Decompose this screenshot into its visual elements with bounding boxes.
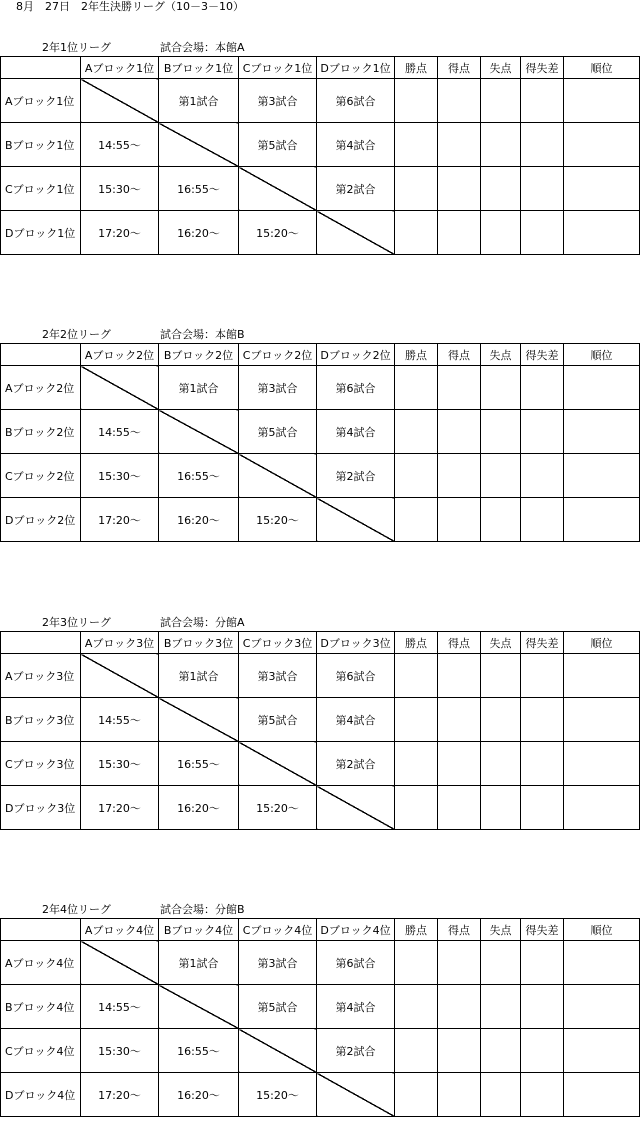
table-cell — [521, 1029, 564, 1073]
table-cell — [521, 498, 564, 542]
table-cell: 第1試合 — [159, 366, 239, 410]
table-cell: 第4試合 — [317, 985, 395, 1029]
column-header: 失点 — [481, 344, 521, 366]
league-venue: 試合会場：分館B — [160, 903, 245, 916]
row-label: Cブロック3位 — [1, 742, 81, 786]
row-label: Aブロック1位 — [1, 79, 81, 123]
table-row — [1, 985, 640, 1029]
league-block — [0, 327, 640, 542]
table-cell — [521, 742, 564, 786]
table-cell — [395, 698, 438, 742]
table-cell: 第4試合 — [317, 698, 395, 742]
table-cell — [481, 211, 521, 255]
table-cell — [395, 410, 438, 454]
self-match-cell — [159, 410, 239, 454]
league-block — [0, 902, 640, 1117]
league-venue: 試合会場：本館B — [160, 328, 245, 341]
table-cell: 17:20～ — [81, 786, 159, 830]
table-cell — [564, 366, 640, 410]
column-header: 得失差 — [521, 344, 564, 366]
column-header: 得点 — [438, 919, 481, 941]
table-cell: 第3試合 — [239, 366, 317, 410]
table-cell — [438, 1073, 481, 1117]
row-label: Dブロック1位 — [1, 211, 81, 255]
table-cell — [438, 742, 481, 786]
table-cell — [564, 79, 640, 123]
self-match-cell — [239, 1029, 317, 1073]
column-header: Bブロック4位 — [159, 919, 239, 941]
column-header: Cブロック4位 — [239, 919, 317, 941]
table-row — [1, 454, 640, 498]
table-cell — [481, 454, 521, 498]
table-cell: 15:30～ — [81, 454, 159, 498]
table-cell — [438, 454, 481, 498]
row-label: Aブロック2位 — [1, 366, 81, 410]
table-cell — [438, 698, 481, 742]
self-match-cell — [81, 654, 159, 698]
table-cell: 第5試合 — [239, 123, 317, 167]
self-match-cell — [159, 985, 239, 1029]
table-cell — [564, 698, 640, 742]
league-table — [0, 918, 640, 1117]
league-caption — [0, 40, 640, 56]
table-cell — [481, 1073, 521, 1117]
self-match-cell — [317, 786, 395, 830]
table-cell: 第4試合 — [317, 123, 395, 167]
table-cell: 第4試合 — [317, 410, 395, 454]
self-match-cell — [159, 123, 239, 167]
row-label: Dブロック3位 — [1, 786, 81, 830]
self-match-cell — [239, 742, 317, 786]
table-cell: 第5試合 — [239, 698, 317, 742]
self-match-cell — [81, 79, 159, 123]
table-row — [1, 410, 640, 454]
column-header: Dブロック4位 — [317, 919, 395, 941]
column-header: Cブロック3位 — [239, 632, 317, 654]
table-cell — [481, 366, 521, 410]
table-cell: 第5試合 — [239, 985, 317, 1029]
league-caption — [0, 615, 640, 631]
table-cell — [521, 454, 564, 498]
row-label: Bブロック4位 — [1, 985, 81, 1029]
corner-cell — [1, 632, 81, 654]
column-header: Dブロック3位 — [317, 632, 395, 654]
table-cell: 15:20～ — [239, 211, 317, 255]
column-header: 得失差 — [521, 919, 564, 941]
table-cell — [395, 454, 438, 498]
table-cell — [395, 1073, 438, 1117]
column-header: 得点 — [438, 344, 481, 366]
column-header: Cブロック1位 — [239, 57, 317, 79]
row-label: Cブロック4位 — [1, 1029, 81, 1073]
table-cell — [564, 941, 640, 985]
header-row — [1, 632, 640, 654]
table-cell — [395, 167, 438, 211]
table-cell: 第6試合 — [317, 941, 395, 985]
table-cell — [521, 123, 564, 167]
table-cell: 第1試合 — [159, 654, 239, 698]
header-row — [1, 919, 640, 941]
table-cell: 第3試合 — [239, 941, 317, 985]
table-cell — [564, 498, 640, 542]
table-cell: 第3試合 — [239, 79, 317, 123]
row-label: Cブロック1位 — [1, 167, 81, 211]
table-cell — [438, 123, 481, 167]
league-title: 2年2位リーグ — [42, 328, 111, 341]
table-cell: 15:20～ — [239, 786, 317, 830]
table-cell: 第2試合 — [317, 742, 395, 786]
table-cell — [521, 786, 564, 830]
league-block — [0, 40, 640, 255]
table-row — [1, 786, 640, 830]
table-row — [1, 1073, 640, 1117]
column-header: Aブロック2位 — [81, 344, 159, 366]
table-cell — [438, 786, 481, 830]
table-cell — [438, 985, 481, 1029]
table-cell: 16:55～ — [159, 167, 239, 211]
table-cell — [521, 79, 564, 123]
table-cell — [395, 498, 438, 542]
table-cell — [564, 654, 640, 698]
table-cell — [564, 454, 640, 498]
table-cell — [564, 1073, 640, 1117]
league-table — [0, 343, 640, 542]
table-cell: 16:55～ — [159, 454, 239, 498]
row-label: Dブロック2位 — [1, 498, 81, 542]
table-cell: 第6試合 — [317, 79, 395, 123]
league-title: 2年3位リーグ — [42, 616, 111, 629]
self-match-cell — [239, 167, 317, 211]
column-header: 勝点 — [395, 919, 438, 941]
table-cell — [564, 786, 640, 830]
league-venue: 試合会場：本館A — [160, 41, 245, 54]
table-row — [1, 742, 640, 786]
table-row — [1, 366, 640, 410]
table-row — [1, 123, 640, 167]
column-header: Bブロック1位 — [159, 57, 239, 79]
self-match-cell — [81, 366, 159, 410]
header-row — [1, 344, 640, 366]
table-cell — [521, 410, 564, 454]
row-label: Aブロック4位 — [1, 941, 81, 985]
table-cell — [564, 123, 640, 167]
table-cell — [438, 79, 481, 123]
table-cell — [481, 985, 521, 1029]
column-header: Dブロック1位 — [317, 57, 395, 79]
table-cell: 17:20～ — [81, 211, 159, 255]
table-cell — [481, 123, 521, 167]
table-row — [1, 654, 640, 698]
league-caption — [0, 902, 640, 918]
table-cell — [521, 211, 564, 255]
table-cell: 16:20～ — [159, 786, 239, 830]
self-match-cell — [159, 698, 239, 742]
league-title: 2年1位リーグ — [42, 41, 111, 54]
table-cell — [521, 167, 564, 211]
table-cell — [395, 79, 438, 123]
table-cell — [481, 410, 521, 454]
column-header: 勝点 — [395, 57, 438, 79]
league-table — [0, 56, 640, 255]
self-match-cell — [317, 1073, 395, 1117]
table-cell: 16:55～ — [159, 1029, 239, 1073]
column-header: 順位 — [564, 632, 640, 654]
column-header: 勝点 — [395, 344, 438, 366]
table-row — [1, 167, 640, 211]
league-table — [0, 631, 640, 830]
table-cell — [481, 742, 521, 786]
column-header: 得点 — [438, 57, 481, 79]
table-cell — [521, 985, 564, 1029]
table-cell: 14:55～ — [81, 698, 159, 742]
page-header: 8月 27日 2年生決勝リーグ（10－3－10） — [16, 0, 244, 13]
column-header: 得失差 — [521, 57, 564, 79]
self-match-cell — [81, 941, 159, 985]
table-cell — [395, 366, 438, 410]
table-cell: 第2試合 — [317, 1029, 395, 1073]
table-cell — [564, 211, 640, 255]
table-cell — [521, 1073, 564, 1117]
table-cell — [564, 1029, 640, 1073]
table-cell — [481, 1029, 521, 1073]
table-cell: 17:20～ — [81, 498, 159, 542]
column-header: 勝点 — [395, 632, 438, 654]
table-cell — [564, 985, 640, 1029]
table-cell — [564, 167, 640, 211]
table-cell — [395, 786, 438, 830]
column-header: Aブロック3位 — [81, 632, 159, 654]
table-row — [1, 941, 640, 985]
table-row — [1, 498, 640, 542]
column-header: Bブロック3位 — [159, 632, 239, 654]
table-cell — [438, 941, 481, 985]
column-header: 順位 — [564, 344, 640, 366]
table-cell — [481, 167, 521, 211]
table-cell: 14:55～ — [81, 985, 159, 1029]
league-venue: 試合会場：分館A — [160, 616, 245, 629]
table-cell — [481, 786, 521, 830]
table-cell: 第1試合 — [159, 79, 239, 123]
table-cell — [521, 654, 564, 698]
row-label: Bブロック2位 — [1, 410, 81, 454]
table-cell: 第1試合 — [159, 941, 239, 985]
table-cell — [521, 941, 564, 985]
table-cell — [395, 211, 438, 255]
self-match-cell — [317, 498, 395, 542]
header-row — [1, 57, 640, 79]
table-cell: 16:20～ — [159, 498, 239, 542]
column-header: 失点 — [481, 632, 521, 654]
table-cell — [564, 742, 640, 786]
table-row — [1, 698, 640, 742]
corner-cell — [1, 344, 81, 366]
row-label: Dブロック4位 — [1, 1073, 81, 1117]
table-cell: 14:55～ — [81, 410, 159, 454]
table-cell — [395, 654, 438, 698]
self-match-cell — [317, 211, 395, 255]
table-cell: 16:20～ — [159, 211, 239, 255]
table-cell — [564, 410, 640, 454]
league-block — [0, 615, 640, 830]
column-header: 失点 — [481, 919, 521, 941]
table-cell: 第3試合 — [239, 654, 317, 698]
table-cell: 17:20～ — [81, 1073, 159, 1117]
column-header: 失点 — [481, 57, 521, 79]
league-title: 2年4位リーグ — [42, 903, 111, 916]
table-cell: 第2試合 — [317, 454, 395, 498]
column-header: 得失差 — [521, 632, 564, 654]
table-cell — [395, 123, 438, 167]
column-header: Dブロック2位 — [317, 344, 395, 366]
column-header: Cブロック2位 — [239, 344, 317, 366]
table-cell — [521, 698, 564, 742]
table-cell: 15:30～ — [81, 742, 159, 786]
table-cell — [395, 941, 438, 985]
column-header: Bブロック2位 — [159, 344, 239, 366]
table-cell — [438, 366, 481, 410]
table-cell — [481, 654, 521, 698]
table-cell — [481, 79, 521, 123]
league-caption — [0, 327, 640, 343]
column-header: 順位 — [564, 919, 640, 941]
column-header: 得点 — [438, 632, 481, 654]
table-cell — [438, 1029, 481, 1073]
table-row — [1, 211, 640, 255]
table-cell: 第6試合 — [317, 366, 395, 410]
table-cell — [438, 498, 481, 542]
table-cell: 15:30～ — [81, 1029, 159, 1073]
table-cell: 15:20～ — [239, 498, 317, 542]
table-cell — [438, 211, 481, 255]
column-header: Aブロック4位 — [81, 919, 159, 941]
table-cell — [395, 1029, 438, 1073]
table-cell: 16:20～ — [159, 1073, 239, 1117]
corner-cell — [1, 57, 81, 79]
table-cell: 15:20～ — [239, 1073, 317, 1117]
table-cell — [521, 366, 564, 410]
table-cell: 第2試合 — [317, 167, 395, 211]
table-cell: 14:55～ — [81, 123, 159, 167]
table-cell — [395, 985, 438, 1029]
corner-cell — [1, 919, 81, 941]
row-label: Bブロック3位 — [1, 698, 81, 742]
table-row — [1, 79, 640, 123]
table-row — [1, 1029, 640, 1073]
row-label: Aブロック3位 — [1, 654, 81, 698]
table-cell — [481, 941, 521, 985]
row-label: Bブロック1位 — [1, 123, 81, 167]
table-cell: 15:30～ — [81, 167, 159, 211]
table-cell — [481, 698, 521, 742]
table-cell — [481, 498, 521, 542]
table-cell — [438, 410, 481, 454]
column-header: 順位 — [564, 57, 640, 79]
table-cell — [395, 742, 438, 786]
column-header: Aブロック1位 — [81, 57, 159, 79]
row-label: Cブロック2位 — [1, 454, 81, 498]
table-cell: 第5試合 — [239, 410, 317, 454]
table-cell: 第6試合 — [317, 654, 395, 698]
table-cell — [438, 654, 481, 698]
table-cell: 16:55～ — [159, 742, 239, 786]
table-cell — [438, 167, 481, 211]
self-match-cell — [239, 454, 317, 498]
